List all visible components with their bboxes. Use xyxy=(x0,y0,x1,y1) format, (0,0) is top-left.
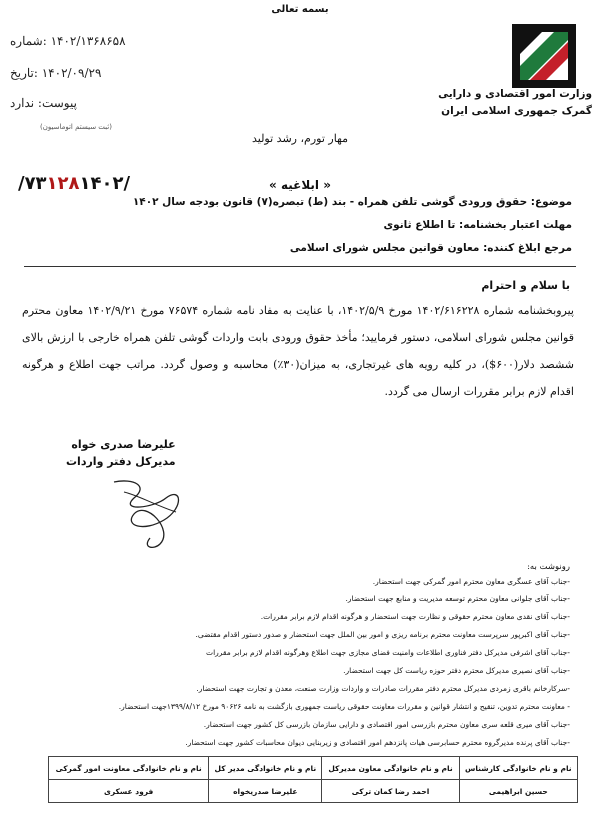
table-header-cell: نام و نام خانوادگی معاونت امور گمرکی xyxy=(49,757,209,780)
announcement-title: « ابلاغیه » xyxy=(269,178,331,192)
table-cell: حسین ابراهیمی xyxy=(459,780,577,803)
divider xyxy=(24,266,576,267)
cc-item: - معاونت محترم تدوین، تنقیح و انتشار قوانین و مقررات معاونت حقوقی ریاست جمهوری بازگشت به نامه ۹۰۶۲۶ مورخ ۱۳۹۹/۸/۱۲جهت استحضار. xyxy=(118,702,570,711)
org-name-ministry: وزارت امور اقتصادی و دارایی xyxy=(438,88,592,100)
approval-table xyxy=(48,756,578,803)
cc-item: -جناب آقای عسگری معاون محترم امور گمرکی جهت استحضار. xyxy=(372,577,570,586)
cc-item: -جناب آقای پرنده مدیرگروه محترم حسابرسی هیات پانزدهم امور اقتصادی و زیربنایی دیوان محاسبات کشور جهت استحضار. xyxy=(185,738,570,747)
bismillah-heading: بسمه تعالی xyxy=(271,4,329,15)
table-header-cell: نام و نام خانوادگی معاون مدیرکل xyxy=(322,757,459,780)
letter-attachment: پیوست: ندارد xyxy=(10,96,77,110)
letter-date: ۱۴۰۲/۰۹/۲۹ :تاریخ xyxy=(10,66,102,80)
customs-logo-icon xyxy=(508,20,580,92)
cc-item: -جناب آقای اشرفی مدیرکل دفتر فناوری اطلاعات وامنیت فضای مجازی جهت اطلاع وهرگونه اقدام لازم برابر مقررات xyxy=(206,648,570,657)
body-paragraph: پیروبخشنامه شماره ۱۴۰۲/۶۱۶۲۲۸ مورخ ۱۴۰۲/۵/۹، با عنایت به مفاد نامه شماره ۷۶۵۷۴ مورخ ۱۴۰۲/۹/۲۱ معاون محترم قوانین مجلس شورای اسلامی، دستور فرمایید؛ مأخذ حقوق ورودی بابت واردات گوشی تلفن همراه خارجی با ارزش بالای ششصد دلار(۶۰۰$)، در کلیه رویه های غیرتجاری، به میزان(۳۰٪) محاسبه و وصول گردد. مراتب جهت اطلاع و هرگونه اقدام لازم برابر مقررات ارسال می گردد. xyxy=(22,304,574,398)
table-row xyxy=(49,780,578,803)
cc-item: -جناب آقای جلوانی معاون محترم توسعه مدیریت و منابع جهت استحضار. xyxy=(345,594,570,603)
letter-number: ۱۴۰۲/۱۳۶۸۶۵۸ :شماره xyxy=(10,34,126,48)
cc-item: -سرکارخانم باقری زمردی مدیرکل محترم دفتر مقررات صادرات و واردات وزارت صنعت، معدن و تجارت جهت استحضار. xyxy=(196,684,570,693)
signature-icon xyxy=(94,468,204,556)
cc-item: -جناب آقای نصیری مدیرکل محترم دفتر حوزه ریاست کل جهت استحضار. xyxy=(343,666,570,675)
subject-line: موضوع: حقوق ورودی گوشی تلفن همراه - بند (ط) تبصره(۷) قانون بودجه سال ۱۴۰۲ xyxy=(132,196,572,208)
cc-title: رونوشت به: xyxy=(527,562,570,572)
table-cell: علیرضا صدریخواه xyxy=(209,780,322,803)
table-cell: فرود عسکری xyxy=(49,780,209,803)
cc-item: -جناب آقای اکبرپور سرپرست معاونت محترم برنامه ریزی و امور بین الملل جهت استحضار و صدور دستور اقدام مقتضی. xyxy=(195,630,570,639)
authority-line: مرجع ابلاغ کننده: معاون قوانین مجلس شورای اسلامی xyxy=(289,242,572,254)
system-note: (ثبت سیستم اتوماسیون) xyxy=(40,123,112,131)
table-header-cell: نام و نام خانوادگی کارشناس xyxy=(459,757,577,780)
signer-title: مدیرکل دفتر واردات xyxy=(66,455,176,468)
table-row xyxy=(49,757,578,780)
cc-item: -جناب آقای میری قلعه سری معاون محترم بازرسی امور اقتصادی و دارایی سازمان بازرسی کل کشور جهت استحضار. xyxy=(203,720,570,729)
reference-year: /۷۳ xyxy=(18,173,47,194)
cc-item: -جناب آقای نقدی معاون محترم حقوقی و نظارت جهت استحضار و هرگونه اقدام لازم برابر مقررات. xyxy=(260,612,570,621)
signer-block xyxy=(66,436,176,470)
table-header-cell: نام و نام خانوادگی مدیر کل xyxy=(209,757,322,780)
table-cell: احمد رضا کمان ترکی xyxy=(322,780,459,803)
org-name-customs: گمرک جمهوری اسلامی ایران xyxy=(441,105,592,117)
reference-tail: ۱۴۰۲/ xyxy=(79,173,131,194)
signer-name: علیرضا صدری خواه xyxy=(71,438,176,451)
year-slogan: مهار تورم، رشد تولید xyxy=(251,132,349,145)
reference-red-part: ۱۲۸ xyxy=(46,173,80,194)
validity-line: مهلت اعتبار بخشنامه: تا اطلاع ثانوی xyxy=(383,219,572,231)
greeting: با سلام و احترام xyxy=(481,279,570,292)
